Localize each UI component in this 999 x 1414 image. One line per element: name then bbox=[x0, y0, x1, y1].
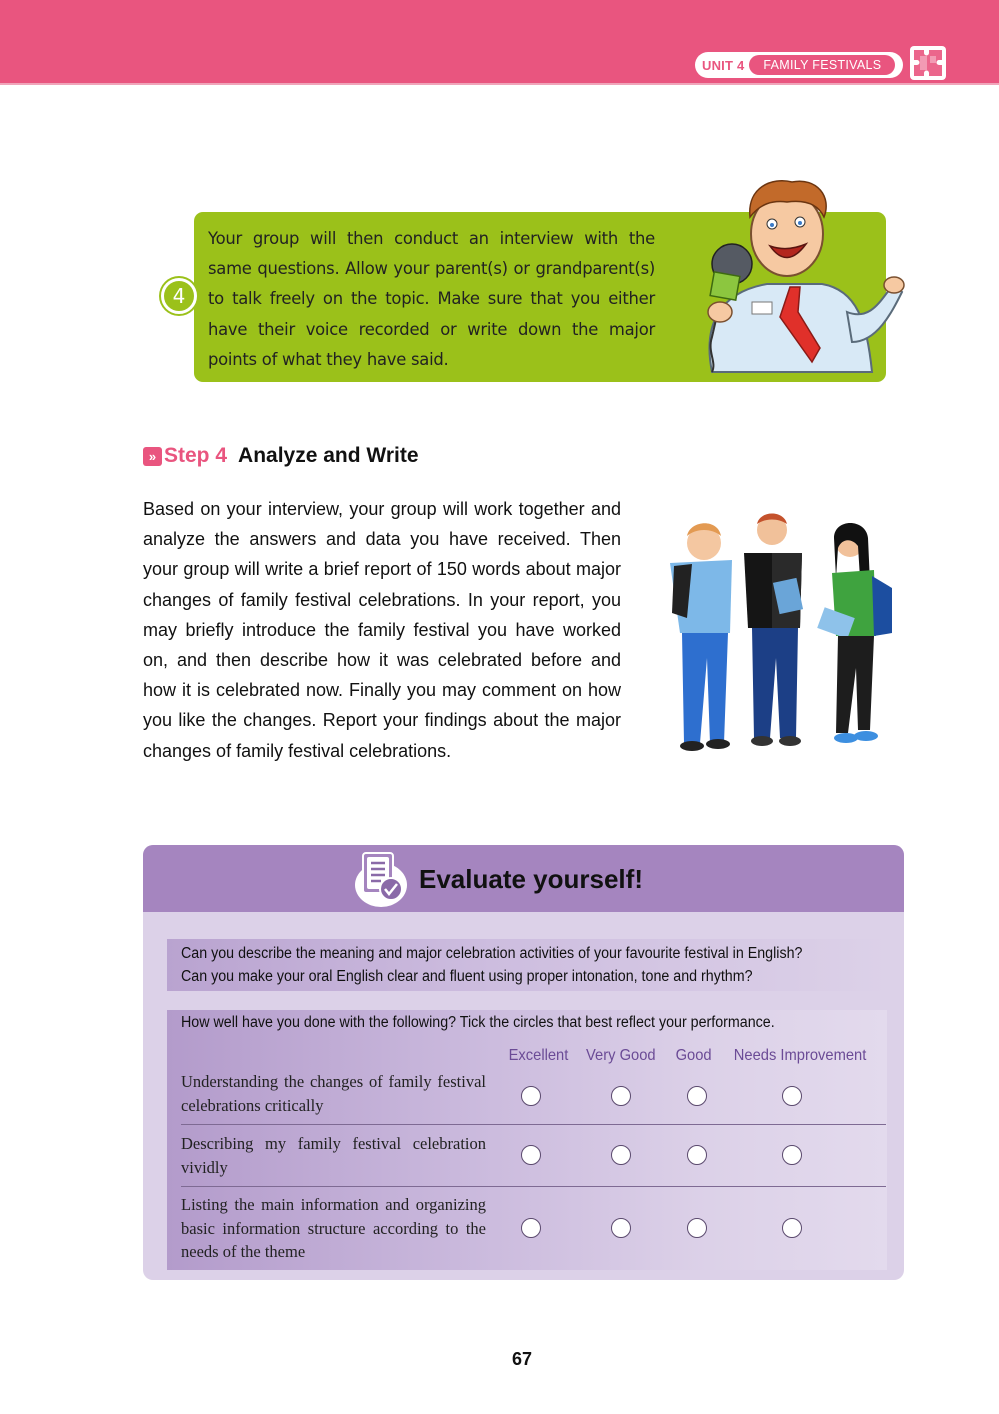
radio-good[interactable] bbox=[687, 1086, 707, 1106]
double-chevron-right-icon: » bbox=[143, 447, 162, 466]
checklist-icon bbox=[353, 849, 411, 909]
row-label: Listing the main information and organizing basic information structure according to the needs of the theme bbox=[181, 1195, 486, 1261]
self-evaluation-table bbox=[167, 1010, 887, 1270]
step-body-text: Based on your interview, your group will work together and analyze the answers and data you have received. Then your group will write a brief report of 150 words about major changes of family festival celebrations. In your report, you may briefly introduce the family festival you have worked on, and then describe how it was celebrated before and how it is celebrated now. Finally you may comment on how you like the changes. Report your findings about the major changes of family festival celebrations. bbox=[143, 499, 621, 761]
puzzle-icon bbox=[910, 46, 946, 80]
column-header-good: Good bbox=[675, 1047, 712, 1064]
radio-excellent[interactable] bbox=[521, 1145, 541, 1165]
unit-badge bbox=[695, 52, 903, 78]
row-divider bbox=[181, 1186, 886, 1187]
unit-title: FAMILY FESTIVALS bbox=[749, 55, 895, 75]
column-header-very-good: Very Good bbox=[586, 1047, 656, 1064]
radio-needs-improvement[interactable] bbox=[782, 1145, 802, 1165]
radio-needs-improvement[interactable] bbox=[782, 1086, 802, 1106]
radio-very-good[interactable] bbox=[611, 1086, 631, 1106]
row-label: Describing my family festival celebration vividly bbox=[181, 1134, 486, 1177]
step-number-badge: 4 bbox=[161, 278, 197, 314]
radio-needs-improvement[interactable] bbox=[782, 1218, 802, 1238]
radio-good[interactable] bbox=[687, 1218, 707, 1238]
header-band bbox=[0, 0, 999, 85]
table-instruction: How well have you done with the following? Tick the circles that best reflect your performance. bbox=[181, 1014, 775, 1031]
radio-excellent[interactable] bbox=[521, 1218, 541, 1238]
page-number: 67 bbox=[512, 1349, 533, 1369]
radio-excellent[interactable] bbox=[521, 1086, 541, 1106]
row-divider bbox=[181, 1124, 886, 1125]
radio-good[interactable] bbox=[687, 1145, 707, 1165]
unit-label: UNIT 4 bbox=[702, 57, 745, 73]
step-heading bbox=[143, 444, 419, 468]
evaluate-title: Evaluate yourself! bbox=[419, 864, 643, 894]
column-header-excellent: Excellent bbox=[508, 1047, 569, 1064]
reporter-illustration bbox=[672, 172, 907, 377]
students-illustration bbox=[652, 508, 900, 753]
row-label: Understanding the changes of family festival celebrations critically bbox=[181, 1072, 486, 1115]
questions-box bbox=[167, 939, 887, 991]
step-title: Analyze and Write bbox=[238, 444, 419, 467]
radio-very-good[interactable] bbox=[611, 1145, 631, 1165]
column-header-needs-improvement: Needs Improvement bbox=[733, 1047, 867, 1064]
evaluate-panel bbox=[143, 845, 904, 1280]
question-2: Can you make your oral English clear and fluent using proper intonation, tone and rhythm? bbox=[181, 968, 753, 985]
evaluate-header bbox=[143, 845, 904, 912]
radio-very-good[interactable] bbox=[611, 1218, 631, 1238]
step-label: Step 4 bbox=[164, 444, 228, 467]
question-1: Can you describe the meaning and major celebration activities of your favourite festival in English? bbox=[181, 945, 803, 962]
instruction-text: Your group will then conduct an interview with the same questions. Allow your parent(s) or grandparent(s) to talk freely on the topic. Make sure that you either have their voice recorded or write down the major points of what they have said. bbox=[208, 229, 655, 369]
